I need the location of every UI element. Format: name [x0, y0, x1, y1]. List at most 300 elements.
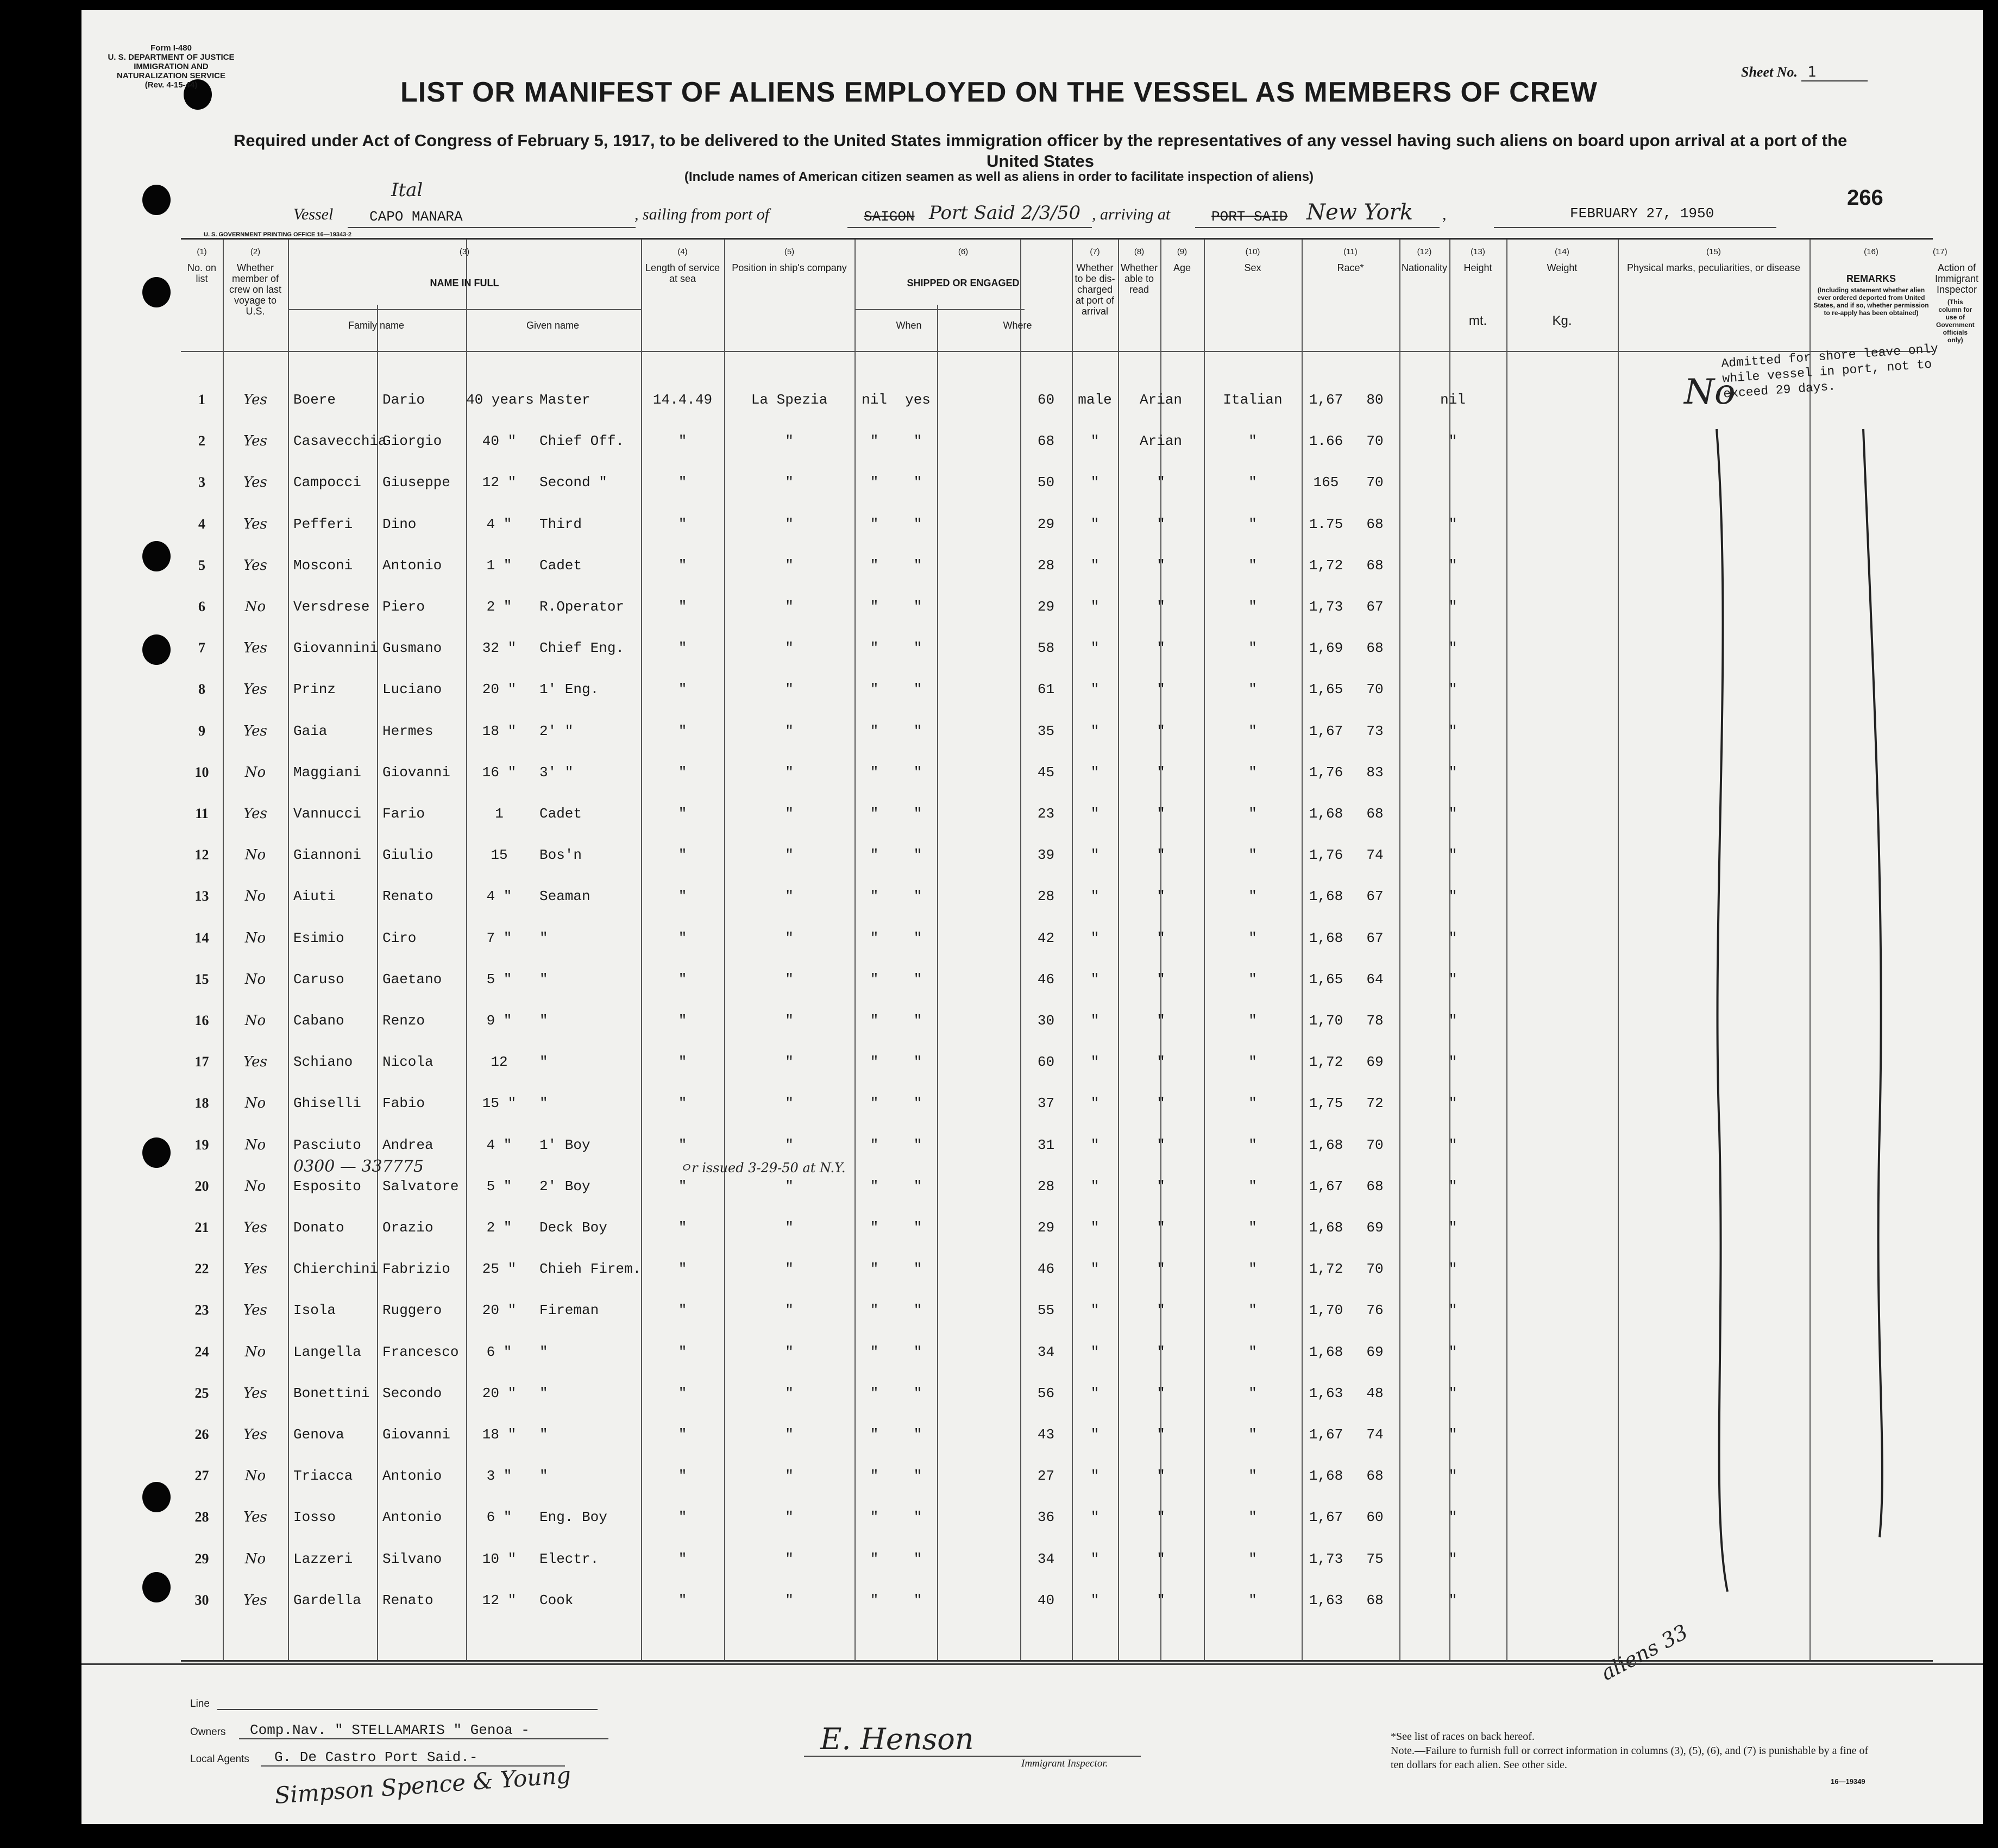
row-race: " [1157, 806, 1165, 822]
row-read: " [913, 474, 922, 491]
row-discharged: " [870, 1220, 879, 1236]
row-marks: " [1448, 1468, 1457, 1485]
row-sex: " [1090, 1136, 1099, 1153]
row-height: 1,67 [1309, 722, 1343, 739]
row-marks: " [1448, 557, 1457, 574]
arrival-date: FEBRUARY 27, 1950 [1570, 205, 1714, 222]
row-weight: 70 [1366, 681, 1384, 698]
row-age: 58 [1037, 640, 1055, 657]
row-race: " [1157, 888, 1165, 905]
row-family: Cabano [293, 1013, 344, 1029]
row-weight: 68 [1366, 640, 1384, 657]
row-race: " [1157, 681, 1165, 698]
row-height: 1.66 [1309, 433, 1343, 450]
row-marks: " [1448, 1136, 1457, 1153]
row-height: 1,69 [1309, 640, 1343, 657]
column-number: (11) [1343, 247, 1358, 256]
row-where: " [785, 1261, 794, 1278]
row-weight: 48 [1366, 1385, 1384, 1401]
row-no: 12 [194, 847, 209, 863]
punch-hole [142, 1482, 171, 1512]
row-discharged: " [870, 1178, 879, 1195]
row-nationality: " [1248, 1468, 1257, 1485]
row-prev: Yes [243, 1509, 267, 1526]
row-service: 25 " [482, 1261, 517, 1278]
row-when: " [678, 971, 687, 988]
column-header: Whether member of crew on last voyage to U.S. [229, 262, 282, 317]
sheet-number-value: 1 [1801, 64, 1868, 81]
row-family: Maggiani [293, 764, 361, 781]
row-discharged: " [870, 599, 879, 615]
row-service: 10 " [482, 1550, 517, 1567]
row-discharged: " [870, 1592, 879, 1608]
row-sex: " [1090, 929, 1099, 946]
row-age: 28 [1037, 888, 1055, 905]
form-code: 16—19349 [1831, 1777, 1865, 1786]
row-service: 3 " [486, 1468, 512, 1485]
line-label: Line [190, 1698, 210, 1709]
row-prev: Yes [243, 1261, 267, 1278]
row-discharged: " [870, 1054, 879, 1071]
row-family: Lazzeri [293, 1550, 353, 1567]
row-nationality: " [1248, 1550, 1257, 1567]
row-height: 1,68 [1309, 1343, 1343, 1360]
row-height: 1,68 [1309, 1220, 1343, 1236]
vessel-name: CAPO MANARA [369, 209, 463, 225]
row-marks: " [1448, 1343, 1457, 1360]
row-where: " [785, 929, 794, 946]
row-service: 4 " [486, 1136, 512, 1153]
row-when: " [678, 722, 687, 739]
column-number: (7) [1090, 247, 1100, 256]
owners-label: Owners [190, 1726, 226, 1738]
row-read: " [913, 557, 922, 574]
row-family: Triacca [293, 1468, 353, 1485]
row-weight: 69 [1366, 1054, 1384, 1071]
row-no: 26 [194, 1426, 209, 1442]
row-read: " [913, 599, 922, 615]
row-nationality: " [1248, 1178, 1257, 1195]
row-nationality: " [1248, 1302, 1257, 1319]
row-family: Vannucci [293, 806, 361, 822]
row-where: " [785, 1550, 794, 1567]
row-read: " [913, 681, 922, 698]
row-when: " [678, 847, 687, 864]
row-when: " [678, 1178, 687, 1195]
row-age: 28 [1037, 557, 1055, 574]
row-position: 3' " [539, 764, 574, 781]
row-discharged: " [870, 1509, 879, 1526]
row-discharged: " [870, 1385, 879, 1401]
column-subheader: Family name [348, 320, 405, 331]
column-subheader: Where [1003, 320, 1032, 331]
column-header: Position in ship's company [732, 262, 847, 273]
row-weight: 68 [1366, 1592, 1384, 1608]
row-age: 40 [1037, 1592, 1055, 1608]
row-weight: 70 [1366, 433, 1384, 450]
row-weight: 70 [1366, 474, 1384, 491]
row-prev: No [244, 1013, 266, 1029]
row-race: " [1157, 1136, 1165, 1153]
row-given: Renato [382, 888, 433, 905]
row-prev: Yes [243, 433, 267, 450]
row-weight: 60 [1366, 1509, 1384, 1526]
row-discharged: " [870, 971, 879, 988]
row-no: 27 [194, 1468, 209, 1484]
row-prev: No [244, 1468, 266, 1485]
row-prev: No [244, 929, 266, 946]
column-number: (5) [784, 247, 795, 256]
column-number: (12) [1417, 247, 1432, 256]
column-number: (15) [1706, 247, 1721, 256]
row-nationality: " [1248, 681, 1257, 698]
remarks-bracket-line [1700, 424, 1918, 1619]
row-read: " [913, 1136, 922, 1153]
row-family: Esimio [293, 929, 344, 946]
row-sex: " [1090, 1468, 1099, 1485]
row-where: " [785, 1468, 794, 1485]
row-read: yes [905, 392, 931, 408]
page-subnote: (Include names of American citizen seamen as well as aliens in order to facilitate inspection of aliens) [684, 169, 1314, 184]
row-where: " [785, 888, 794, 905]
row-read: " [913, 1302, 922, 1319]
row-prev: Yes [243, 722, 267, 739]
row-family: Iosso [293, 1509, 336, 1526]
row-family: Esposito [293, 1178, 361, 1195]
row-marks: " [1448, 1261, 1457, 1278]
row-weight: 80 [1366, 392, 1384, 408]
row-nationality: " [1248, 433, 1257, 450]
row-service: 5 " [486, 971, 512, 988]
row-nationality: " [1248, 888, 1257, 905]
column-number: (14) [1555, 247, 1569, 256]
row-service: 18 " [482, 1426, 517, 1443]
row-weight: 74 [1366, 1426, 1384, 1443]
row-nationality: " [1248, 1385, 1257, 1401]
row-read: " [913, 1261, 922, 1278]
row-weight: 68 [1366, 516, 1384, 532]
row-read: " [913, 1426, 922, 1443]
row-discharged: " [870, 474, 879, 491]
row-weight: 67 [1366, 929, 1384, 946]
row-when: " [678, 888, 687, 905]
row-family: Donato [293, 1220, 344, 1236]
row-height: 1.75 [1309, 516, 1343, 532]
row-weight: 72 [1366, 1095, 1384, 1112]
row-age: 36 [1037, 1509, 1055, 1526]
row-position: " [539, 1095, 548, 1112]
races-note: *See list of races on back hereof. [1391, 1731, 1535, 1743]
row-race: " [1157, 1426, 1165, 1443]
row-weight: 78 [1366, 1013, 1384, 1029]
row-position: Eng. Boy [539, 1509, 607, 1526]
row-when: " [678, 681, 687, 698]
row-where: " [785, 516, 794, 532]
row-given: Piero [382, 599, 425, 615]
row-position: Master [539, 392, 590, 408]
row-no: 18 [194, 1095, 209, 1111]
row-age: 29 [1037, 1220, 1055, 1236]
row-position: " [539, 1013, 548, 1029]
row-discharged: " [870, 1343, 879, 1360]
row-no: 2 [198, 433, 205, 449]
row-height: 1,63 [1309, 1385, 1343, 1401]
row-age: 35 [1037, 722, 1055, 739]
row-age: 68 [1037, 433, 1055, 450]
row-sex: " [1090, 1343, 1099, 1360]
row-age: 28 [1037, 1178, 1055, 1195]
row-service: 12 " [482, 1592, 517, 1608]
row-sex: " [1090, 1220, 1099, 1236]
row-position: Fireman [539, 1302, 599, 1319]
row-height: 1,68 [1309, 1468, 1343, 1485]
row-age: 60 [1037, 392, 1055, 408]
sheet-stamp-number: 266 [1847, 186, 1883, 210]
row-read: " [913, 929, 922, 946]
row-when: " [678, 764, 687, 781]
row-service: 15 " [482, 1095, 517, 1112]
row-sex: " [1090, 806, 1099, 822]
row-service: 15 [491, 847, 508, 864]
row-when: " [678, 806, 687, 822]
row-race: Arian [1139, 392, 1182, 408]
row-prev: Yes [243, 1385, 267, 1401]
column-header: Nationality [1402, 262, 1448, 273]
column-number: (3) [459, 247, 470, 256]
row-nationality: " [1248, 764, 1257, 781]
column-number: (10) [1245, 247, 1260, 256]
owners-value: Comp.Nav. " STELLAMARIS " Genoa - [250, 1722, 530, 1738]
row-marks: " [1448, 1509, 1457, 1526]
row-read: " [913, 971, 922, 988]
row-given: Andrea [382, 1136, 433, 1153]
column-header: Action of Immigrant Inspector [1935, 262, 1979, 295]
row-age: 23 [1037, 806, 1055, 822]
row-discharged: " [870, 516, 879, 532]
row-height: 1,70 [1309, 1013, 1343, 1029]
row-age: 45 [1037, 764, 1055, 781]
row-sex: " [1090, 599, 1099, 615]
row-weight: 74 [1366, 847, 1384, 864]
row-position: Deck Boy [539, 1220, 607, 1236]
row-race: " [1157, 971, 1165, 988]
row-given: Secondo [382, 1385, 442, 1401]
column-header: Race* [1337, 262, 1364, 273]
row-service: 16 " [482, 764, 517, 781]
row-race: " [1157, 599, 1165, 615]
row-when: " [678, 433, 687, 450]
row-race: " [1157, 1054, 1165, 1071]
row-no: 28 [194, 1509, 209, 1525]
row-prev: No [244, 1178, 266, 1195]
row-discharged: " [870, 681, 879, 698]
row-when: " [678, 1343, 687, 1360]
row-no: 21 [194, 1220, 209, 1235]
row-marks: " [1448, 929, 1457, 946]
row-age: 46 [1037, 1261, 1055, 1278]
row-when: " [678, 640, 687, 657]
row-position: Third [539, 516, 582, 532]
punch-hole [142, 277, 171, 307]
column-header: Whether to be dis-charged at port of arrival [1075, 262, 1115, 317]
row-race: " [1157, 516, 1165, 532]
row-read: " [913, 888, 922, 905]
column-number: (13) [1471, 247, 1485, 256]
row-service: 40 years [466, 392, 534, 408]
row-race: " [1157, 722, 1165, 739]
row-no: 23 [194, 1302, 209, 1318]
punch-hole [142, 634, 171, 665]
row-where: " [785, 1343, 794, 1360]
row-service: 20 " [482, 1302, 517, 1319]
punch-hole [142, 1137, 171, 1168]
row-height: 1,67 [1309, 392, 1343, 408]
row-discharged: " [870, 640, 879, 657]
row-sex: " [1090, 1095, 1099, 1112]
column-number: (17) [1933, 247, 1947, 256]
row-prev: Yes [243, 516, 267, 532]
row-given: Francesco [382, 1343, 459, 1360]
row-where: " [785, 557, 794, 574]
row-marks: " [1448, 1095, 1457, 1112]
row-position: Bos'n [539, 847, 582, 864]
row-family: Ghiselli [293, 1095, 361, 1112]
row-read: " [913, 1054, 922, 1071]
row-given: Salvatore [382, 1178, 459, 1195]
row-family: Versdrese [293, 599, 370, 615]
row-discharged: nil [862, 392, 887, 408]
row-sex: " [1090, 1592, 1099, 1608]
row-race: " [1157, 847, 1165, 864]
row-when: " [678, 1220, 687, 1236]
row-position: Cadet [539, 806, 582, 822]
row-no: 1 [198, 392, 205, 407]
row-age: 55 [1037, 1302, 1055, 1319]
row-given: Antonio [382, 1509, 442, 1526]
row-race: " [1157, 1302, 1165, 1319]
column-subheader: When [896, 320, 922, 331]
row-age: 61 [1037, 681, 1055, 698]
row-service: 18 " [482, 722, 517, 739]
row-position: 1' Eng. [539, 681, 599, 698]
row-race: " [1157, 1468, 1165, 1485]
row-given: Orazio [382, 1220, 433, 1236]
column-header: NAME IN FULL [430, 278, 499, 288]
column-header: Length of service at sea [645, 262, 720, 284]
row-where: " [785, 722, 794, 739]
row-when: " [678, 1013, 687, 1029]
row-marks: " [1448, 433, 1457, 450]
row-age: 29 [1037, 516, 1055, 532]
row-family: Schiano [293, 1054, 353, 1071]
row-sex: " [1090, 1509, 1099, 1526]
row-weight: 68 [1366, 1468, 1384, 1485]
row-marks: " [1448, 599, 1457, 615]
row-prev: No [244, 1550, 266, 1567]
row-given: Ciro [382, 929, 417, 946]
row-weight: 69 [1366, 1343, 1384, 1360]
arriving-label: , arriving at [1092, 205, 1171, 223]
row-position: " [539, 971, 548, 988]
row-position: Electr. [539, 1550, 599, 1567]
row-no: 25 [194, 1385, 209, 1401]
row-prev: Yes [243, 806, 267, 822]
agents-handwritten: Simpson Spence & Young [273, 1761, 572, 1809]
row-weight: 68 [1366, 557, 1384, 574]
row-family: Chierchini [293, 1261, 379, 1278]
row-prev: Yes [243, 640, 267, 657]
row-position: Chieh Firem. [539, 1261, 642, 1278]
port-from: Port Said 2/3/50 [929, 202, 1081, 224]
row-service: 9 " [486, 1013, 512, 1029]
row-age: 30 [1037, 1013, 1055, 1029]
column-header: Weight [1547, 262, 1578, 273]
punch-hole [142, 185, 171, 215]
row-nationality: " [1248, 971, 1257, 988]
row-where: La Spezia [751, 392, 828, 408]
row-read: " [913, 1013, 922, 1029]
row-given: Giulio [382, 847, 433, 864]
row-family: Isola [293, 1302, 336, 1319]
row-height: 1,68 [1309, 806, 1343, 822]
printing-office: U. S. GOVERNMENT PRINTING OFFICE 16—19343-2 [204, 231, 352, 238]
row-age: 37 [1037, 1095, 1055, 1112]
row-race: " [1157, 1178, 1165, 1195]
row-no: 16 [194, 1013, 209, 1028]
row-discharged: " [870, 929, 879, 946]
row-where: " [785, 681, 794, 698]
row-sex: " [1090, 433, 1099, 450]
row-service: 12 " [482, 474, 517, 491]
row-position: Chief Eng. [539, 640, 625, 657]
row-nationality: " [1248, 1261, 1257, 1278]
row-where: " [785, 1095, 794, 1112]
row-race: " [1157, 1592, 1165, 1608]
row-read: " [913, 1385, 922, 1401]
row-race: " [1157, 557, 1165, 574]
agents-value: G. De Castro Port Said.- [274, 1749, 478, 1765]
row-sex: " [1090, 1178, 1099, 1195]
row-prev: Yes [243, 681, 267, 698]
column-number: (4) [677, 247, 688, 256]
row-nationality: " [1248, 847, 1257, 864]
row-nationality: " [1248, 1136, 1257, 1153]
row-sex: " [1090, 888, 1099, 905]
row-when: " [678, 1054, 687, 1071]
row-where: " [785, 847, 794, 864]
row-nationality: " [1248, 1343, 1257, 1360]
row-weight: 70 [1366, 1261, 1384, 1278]
row-age: 34 [1037, 1550, 1055, 1567]
row-when: " [678, 1302, 687, 1319]
row-service: 6 " [486, 1343, 512, 1360]
row-weight: 83 [1366, 764, 1384, 781]
row-family: Casavecchia [293, 433, 387, 450]
sheet-number-label: Sheet No. [1741, 64, 1798, 80]
row-position: " [539, 1468, 548, 1485]
column-unit: Kg. [1552, 313, 1572, 328]
row-when: " [678, 474, 687, 491]
row-read: " [913, 1550, 922, 1567]
row-race: Arian [1139, 433, 1182, 450]
column-header: Physical marks, peculiarities, or disease [1626, 262, 1801, 273]
row-race: " [1157, 764, 1165, 781]
row-position: 2' " [539, 722, 574, 739]
row-service: 32 " [482, 640, 517, 657]
row-prev: Yes [243, 557, 267, 574]
row-family: Gaia [293, 722, 328, 739]
row-race: " [1157, 1095, 1165, 1112]
